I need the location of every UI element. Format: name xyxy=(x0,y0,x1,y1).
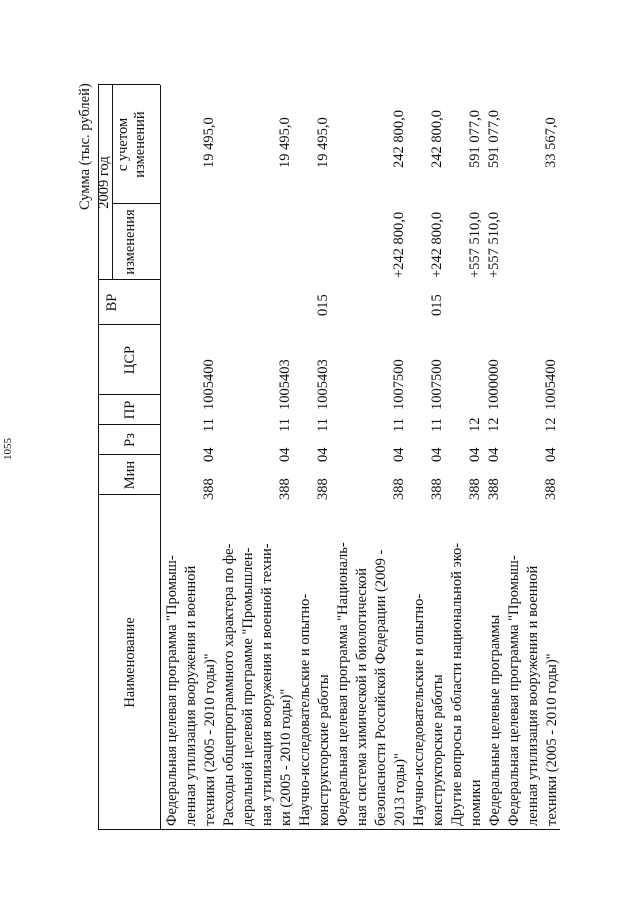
row-cell-rz: 04 xyxy=(277,447,293,462)
row-name-line: номики xyxy=(468,779,484,826)
row-cell-min: 388 xyxy=(467,478,483,500)
row-name-line: безопасности Российской Федерации (2009 - xyxy=(373,549,389,826)
row-cell-total: 33 567,0 xyxy=(543,117,559,168)
row-cell-pr: 11 xyxy=(277,418,293,432)
row-cell-total: 591 077,0 xyxy=(467,110,483,168)
row-cell-total: 242 800,0 xyxy=(429,110,445,168)
row-name-line: конструкторские работы xyxy=(316,674,332,826)
row-name-line: Научно-исследовательские и опытно- xyxy=(297,593,313,826)
row-cell-vr: 015 xyxy=(429,294,445,316)
row-cell-pr: 12 xyxy=(486,417,502,432)
row-cell-csr: 1007500 xyxy=(391,359,407,410)
header-name: Наименование xyxy=(122,617,138,708)
row-cell-csr: 1005403 xyxy=(277,359,293,410)
row-cell-min: 388 xyxy=(543,478,559,500)
header-pr: ПР xyxy=(122,400,138,420)
header-rz: Рз xyxy=(122,433,138,447)
row-cell-rz: 04 xyxy=(543,447,559,462)
row-cell-rz: 04 xyxy=(201,447,217,462)
row-cell-rz: 04 xyxy=(467,447,483,462)
row-cell-min: 388 xyxy=(429,478,445,500)
row-cell-csr: 1005403 xyxy=(315,359,331,410)
row-cell-rz: 04 xyxy=(486,447,502,462)
header-vr: ВР xyxy=(104,293,120,312)
row-cell-min: 388 xyxy=(391,478,407,500)
row-cell-min: 388 xyxy=(315,478,331,500)
row-name-line: ная утилизация вооружения и военной техни- xyxy=(259,543,275,826)
row-name-line: техники (2005 - 2010 годы)" xyxy=(202,653,218,826)
row-name-line: Федеральная целевая программа "Промыш- xyxy=(164,555,180,826)
row-name-line: деральной целевой программе "Промышлен- xyxy=(240,547,256,826)
row-cell-total: 19 495,0 xyxy=(277,117,293,168)
page-number: 1055 xyxy=(2,438,14,460)
header-with-changes-line2: изменений xyxy=(132,111,148,178)
row-cell-pr: 11 xyxy=(429,418,445,432)
row-cell-change: +242 800,0 xyxy=(429,211,445,278)
row-cell-min: 388 xyxy=(486,478,502,500)
row-name-line: техники (2005 - 2010 годы)" xyxy=(544,653,560,826)
header-csr: ЦСР xyxy=(122,345,138,375)
row-cell-pr: 11 xyxy=(201,418,217,432)
row-cell-change: +557 510,0 xyxy=(467,211,483,278)
row-cell-total: 242 800,0 xyxy=(391,110,407,168)
row-name-line: ленная утилизация вооружения и военной xyxy=(525,565,541,826)
row-name-line: Федеральная целевая программа "Националь- xyxy=(335,542,351,826)
header-year-group: 2009 год xyxy=(96,156,112,209)
row-cell-total: 591 077,0 xyxy=(486,110,502,168)
row-name-line: Федеральная целевая программа "Промыш- xyxy=(506,555,522,826)
row-cell-change: +242 800,0 xyxy=(391,211,407,278)
units-caption: Сумма (тыс. рублей) xyxy=(77,83,93,210)
row-cell-pr: 12 xyxy=(467,417,483,432)
row-cell-change: +557 510,0 xyxy=(486,211,502,278)
row-name-line: ки (2005 - 2010 годы)" xyxy=(278,688,294,826)
header-with-changes-line1: с учетом xyxy=(115,117,131,172)
row-cell-total: 19 495,0 xyxy=(315,117,331,168)
row-name-line: Другие вопросы в области национальной эко- xyxy=(449,542,465,826)
row-name-line: Расходы общепрограммного характера по фе- xyxy=(221,543,237,826)
row-cell-csr: 1007500 xyxy=(429,359,445,410)
row-name-line: Федеральные целевые программы xyxy=(487,614,503,826)
row-cell-pr: 11 xyxy=(315,418,331,432)
row-name-line: конструкторские работы xyxy=(430,674,446,826)
row-cell-total: 19 495,0 xyxy=(201,117,217,168)
row-cell-rz: 04 xyxy=(429,447,445,462)
row-cell-vr: 015 xyxy=(315,294,331,316)
row-cell-rz: 04 xyxy=(315,447,331,462)
row-cell-pr: 12 xyxy=(543,417,559,432)
row-cell-csr: 1005400 xyxy=(543,359,559,410)
header-changes: изменения xyxy=(122,209,138,275)
row-name-line: ная система химической и биологической xyxy=(354,567,370,826)
row-cell-min: 388 xyxy=(277,478,293,500)
row-cell-rz: 04 xyxy=(391,447,407,462)
row-name-line: ленная утилизация вооружения и военной xyxy=(183,565,199,826)
row-cell-csr: 1005400 xyxy=(201,359,217,410)
row-cell-csr: 1000000 xyxy=(486,359,502,410)
header-bottom-border xyxy=(160,85,161,830)
header-min: Мин xyxy=(122,460,138,490)
row-cell-min: 388 xyxy=(201,478,217,500)
body-left-border xyxy=(160,829,560,830)
row-cell-pr: 11 xyxy=(391,418,407,432)
row-name-line: 2013 годы)" xyxy=(392,753,408,826)
row-name-line: Научно-исследовательские и опытно- xyxy=(411,593,427,826)
